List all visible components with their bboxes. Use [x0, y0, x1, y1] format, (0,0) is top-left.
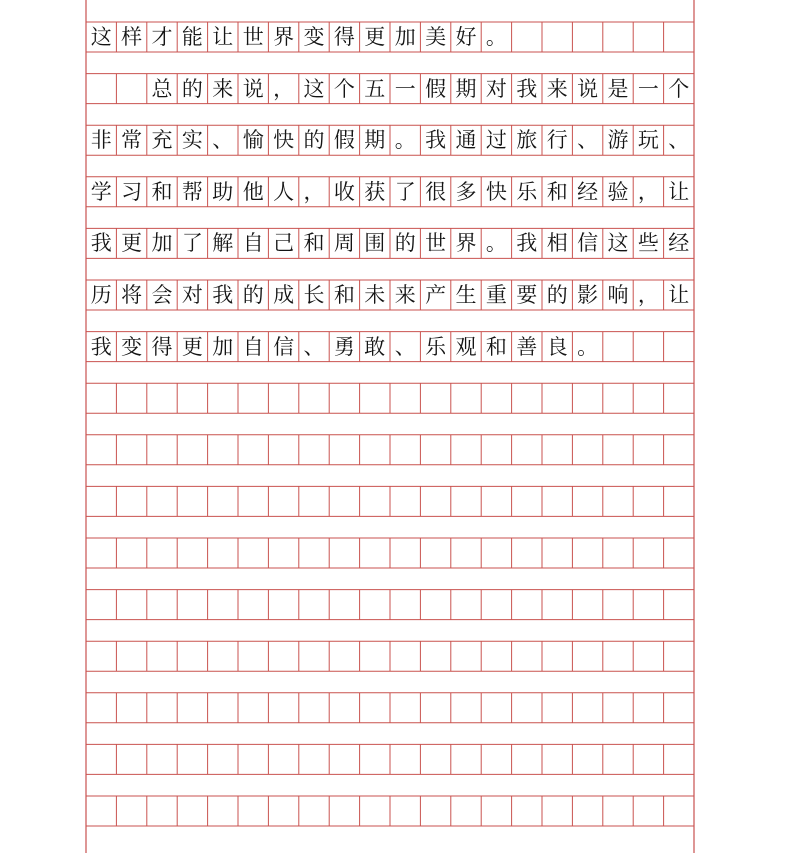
grid-character: 来 — [394, 283, 416, 307]
grid-character: 游 — [607, 128, 629, 153]
grid-character: 来 — [546, 76, 568, 101]
grid-character: 、 — [212, 128, 234, 153]
grid-character: 常 — [121, 128, 143, 153]
grid-character: 习 — [121, 179, 143, 204]
grid-character: 五 — [364, 76, 386, 101]
grid-character: 加 — [212, 334, 234, 359]
grid-character: 我 — [516, 76, 538, 101]
grid-character: 好 — [455, 25, 477, 49]
grid-character: 实 — [181, 128, 203, 153]
grid-character: ， — [303, 179, 325, 204]
grid-character: 和 — [546, 179, 568, 204]
grid-character: 、 — [577, 128, 599, 153]
grid-character: 期 — [455, 76, 477, 101]
grid-character: 过 — [485, 128, 507, 153]
grid-character: 的 — [546, 283, 568, 307]
grid-character: 善 — [516, 334, 538, 359]
grid-character: 敢 — [364, 334, 386, 359]
grid-character: 来 — [212, 76, 234, 101]
grid-character: 能 — [181, 25, 203, 49]
grid-character: 长 — [303, 283, 325, 307]
grid-character: 历 — [90, 283, 112, 307]
grid-character: 会 — [151, 283, 173, 307]
grid-character: 非 — [90, 128, 112, 153]
grid-character: 对 — [485, 76, 507, 101]
grid-character: 经 — [577, 179, 599, 204]
grid-character: 、 — [303, 334, 325, 359]
grid-character: 要 — [516, 283, 538, 307]
grid-character: 的 — [181, 76, 203, 101]
grid-character: 总 — [151, 76, 173, 101]
grid-character: 他 — [242, 179, 264, 204]
grid-character: 帮 — [181, 179, 203, 204]
grid-character: 助 — [212, 179, 234, 204]
grid-character: 己 — [273, 231, 295, 256]
grid-character: 得 — [333, 25, 355, 49]
grid-character: 变 — [121, 334, 143, 359]
grid-character: 玩 — [637, 128, 659, 153]
grid-character: 是 — [607, 76, 629, 101]
grid-character: 的 — [303, 128, 325, 153]
grid-character: 、 — [668, 128, 690, 153]
grid-character: 才 — [151, 25, 173, 49]
grid-character: 乐 — [516, 179, 538, 204]
grid-character: 假 — [425, 76, 447, 101]
grid-character: 了 — [394, 179, 416, 204]
grid-character: 让 — [212, 25, 234, 49]
grid-character: 良 — [546, 334, 568, 359]
grid-character: 周 — [333, 231, 355, 256]
grid-character: 我 — [90, 231, 112, 256]
grid-character: 我 — [425, 128, 447, 153]
grid-character: 响 — [607, 283, 629, 307]
grid-character: 未 — [364, 283, 386, 307]
grid-character: 相 — [546, 231, 568, 256]
grid-character: 学 — [90, 179, 112, 204]
grid-character: 样 — [121, 25, 143, 49]
grid-character: 快 — [273, 128, 295, 153]
grid-character: 了 — [181, 231, 203, 256]
grid-character: 信 — [273, 334, 295, 359]
grid-character: 和 — [303, 231, 325, 256]
grid-character: 个 — [333, 76, 355, 101]
grid-character: ， — [637, 283, 659, 307]
grid-character: 勇 — [333, 334, 355, 359]
grid-character: 产 — [425, 283, 447, 307]
grid-character: 这 — [607, 231, 629, 256]
grid-character: 个 — [668, 76, 690, 101]
grid-character: ， — [637, 179, 659, 204]
grid-character: 。 — [485, 25, 507, 49]
grid-character: 的 — [242, 283, 264, 307]
grid-character: 我 — [90, 334, 112, 359]
grid-character: 观 — [455, 334, 477, 359]
grid-character: 对 — [181, 283, 203, 307]
grid-character: 更 — [181, 334, 203, 359]
grid-character: 得 — [151, 334, 173, 359]
grid-character: 和 — [485, 334, 507, 359]
grid-character: 些 — [637, 231, 659, 256]
grid-character: 一 — [394, 76, 416, 101]
grid-character: 一 — [637, 76, 659, 101]
grid-character: 加 — [394, 25, 416, 49]
grid-character: 美 — [425, 25, 447, 49]
grid-character: 人 — [273, 179, 295, 204]
grid-character: 围 — [364, 231, 386, 256]
grid-character: 重 — [485, 283, 507, 307]
grid-character: 充 — [151, 128, 173, 153]
grid-character: 自 — [242, 334, 264, 359]
grid-character: 加 — [151, 231, 173, 256]
grid-character: 假 — [333, 128, 355, 153]
grid-character: 界 — [455, 231, 477, 256]
grid-character: 通 — [455, 128, 477, 153]
grid-character: 、 — [394, 334, 416, 359]
grid-character: 和 — [151, 179, 173, 204]
grid-character: 乐 — [425, 334, 447, 359]
grid-character: 界 — [273, 25, 295, 49]
grid-character: 行 — [546, 128, 568, 153]
grid-character: 自 — [242, 231, 264, 256]
grid-character: 快 — [485, 179, 507, 204]
grid-character: 经 — [668, 231, 690, 256]
grid-character: 解 — [212, 231, 234, 256]
grid-character: 说 — [242, 76, 264, 101]
grid-character: 说 — [577, 76, 599, 101]
grid-character: 这 — [303, 76, 325, 101]
grid-character: 很 — [425, 179, 447, 204]
grid-character: 获 — [364, 179, 386, 204]
grid-character: 我 — [516, 231, 538, 256]
grid-character: 。 — [577, 334, 599, 359]
grid-character: 让 — [668, 283, 690, 307]
grid-character: 信 — [577, 231, 599, 256]
grid-character: 我 — [212, 283, 234, 307]
grid-character: 愉 — [242, 128, 264, 153]
grid-character: 更 — [121, 231, 143, 256]
grid-character: 变 — [303, 25, 325, 49]
grid-character: 这 — [90, 25, 112, 49]
grid-character: 生 — [455, 283, 477, 307]
grid-character: 多 — [455, 179, 477, 204]
grid-character: 收 — [333, 179, 355, 204]
grid-character: 的 — [394, 231, 416, 256]
grid-character: 期 — [364, 128, 386, 153]
grid-character: 更 — [364, 25, 386, 49]
grid-character: 影 — [577, 283, 599, 307]
grid-character: ， — [273, 76, 295, 101]
grid-character: 。 — [394, 128, 416, 153]
grid-character: 世 — [425, 231, 447, 256]
grid-character: 和 — [333, 283, 355, 307]
grid-character: 。 — [485, 231, 507, 256]
grid-character: 将 — [121, 283, 143, 307]
grid-character: 世 — [242, 25, 264, 49]
grid-character: 让 — [668, 179, 690, 204]
grid-character: 验 — [607, 179, 629, 204]
grid-character: 成 — [273, 283, 295, 307]
grid-character: 旅 — [516, 128, 538, 153]
